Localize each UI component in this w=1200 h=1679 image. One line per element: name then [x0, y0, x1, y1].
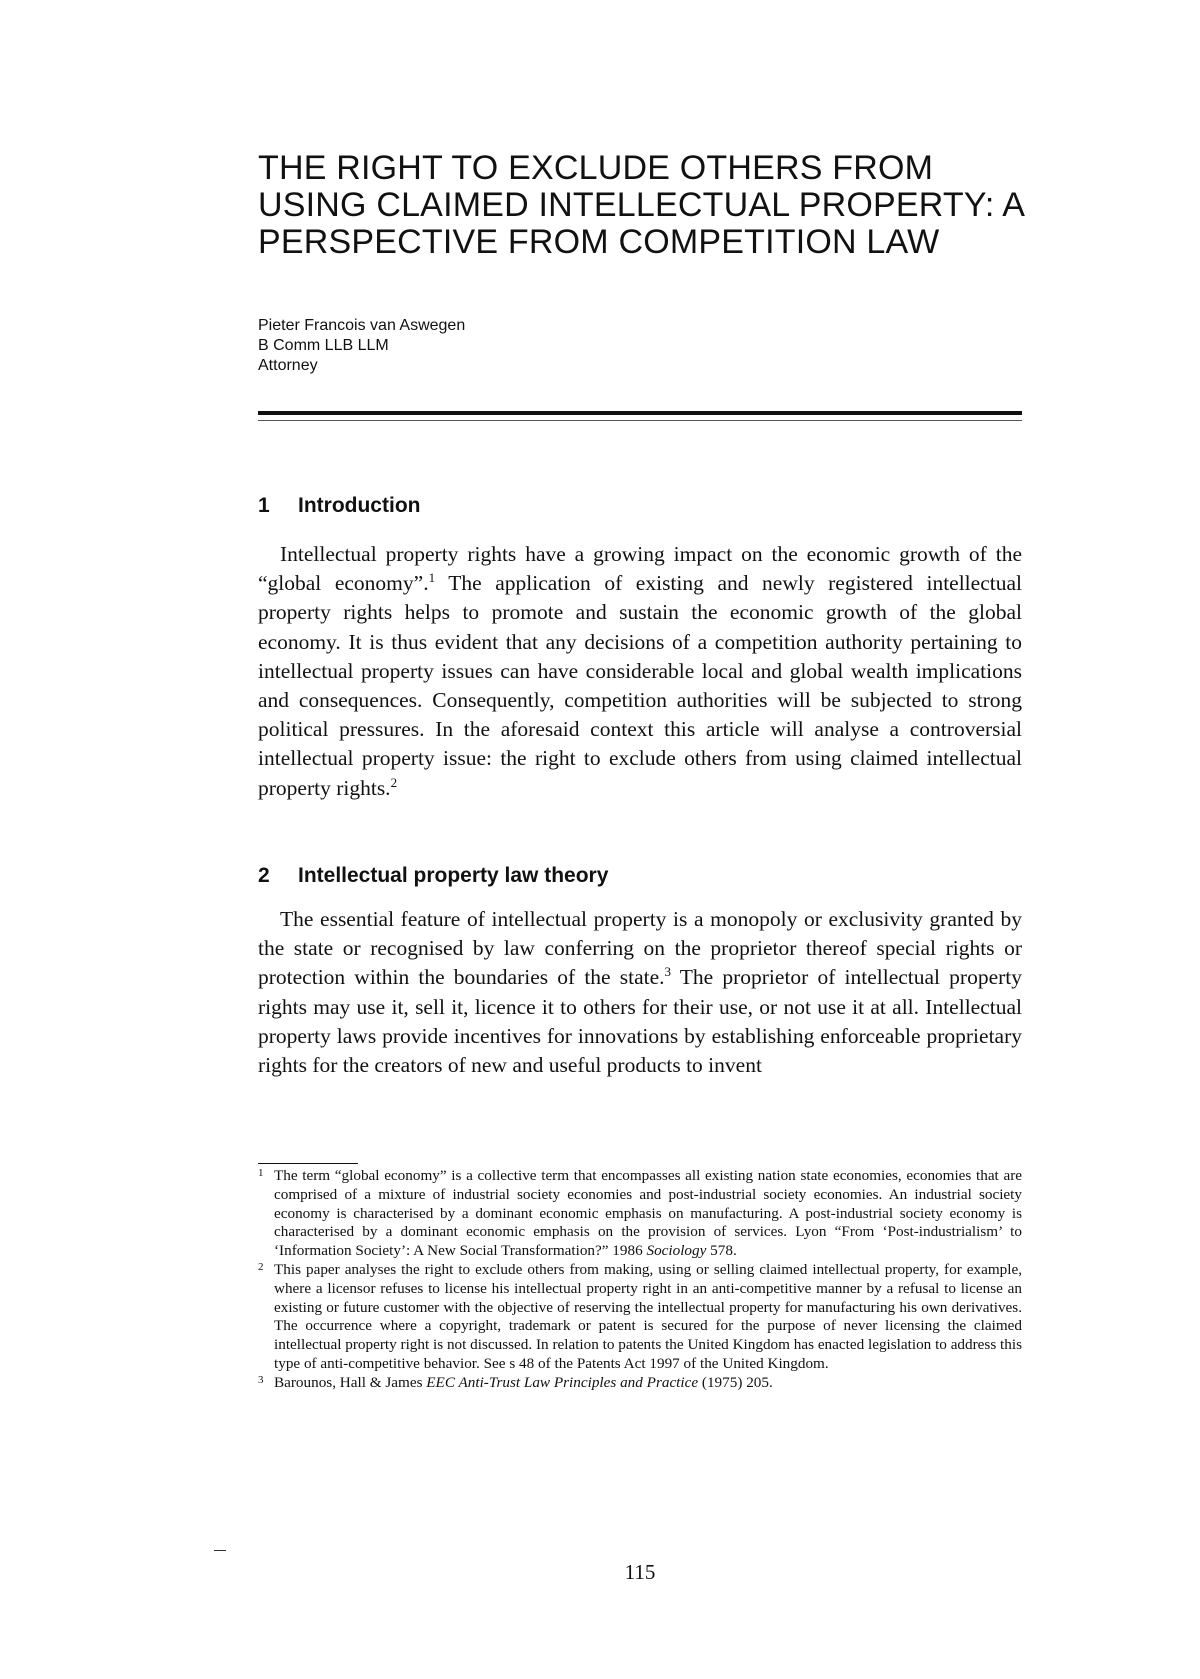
paragraph-text: The proprietor of intellectual property rights may use it, sell it, licence it to others for their use, or not use it at all. Intellectual property laws provide incentives for innovations by establishing enforceable proprietary rights for the creators of new and useful products to invent	[258, 965, 1023, 1078]
title-line-2: USING CLAIMED INTELLECTUAL PROPERTY: A	[258, 186, 1026, 224]
footnotes	[258, 1167, 1022, 1393]
footnote-3	[258, 1374, 1022, 1393]
footnote-citation: (1975) 205.	[698, 1373, 773, 1391]
introduction-paragraph	[258, 540, 1022, 803]
footnote-reference-2[interactable]: 2	[390, 774, 398, 790]
footnote-reference-3[interactable]: 3	[664, 964, 672, 980]
footnote-text: The term “global economy” is a collective term that encompasses all existing nation state economies, economies that are comprised of a mixture of industrial society economies and post-industrial society economies. An industrial society economy is characterised by a dominant economic emphasis on manufacturing. A post-industrial society economy is characterised by a dominant economic emphasis on the provision of services. Lyon “From ‘Post-industrialism’ to ‘Information Society’: A New Social Transformation?” 1986	[274, 1167, 1022, 1260]
author-degrees: B Comm LLB LLM	[258, 337, 389, 354]
footnote-mark: 1	[258, 1167, 264, 1179]
footnote-mark: 2	[258, 1260, 264, 1273]
footnote-reference-1[interactable]: 1	[428, 570, 436, 586]
footnote-separator	[258, 1163, 358, 1164]
paragraph-text: Intellectual property rights have a growing impact on the economic growth of the “global economy”.	[258, 542, 1022, 596]
footnote-citation: 578.	[706, 1242, 737, 1260]
footnote-journal: Sociology	[646, 1242, 707, 1260]
section-number: 1	[258, 494, 270, 517]
title-line-3: PERSPECTIVE FROM COMPETITION LAW	[258, 223, 940, 261]
ip-law-theory-paragraph	[258, 905, 1022, 1080]
title-line-1: THE RIGHT TO EXCLUDE OTHERS FROM	[258, 149, 934, 187]
article-title	[258, 150, 1058, 261]
author-role: Attorney	[258, 357, 318, 374]
author-name: Pieter Francois van Aswegen	[258, 317, 466, 334]
page-number: 115	[624, 1560, 656, 1584]
section-heading-introduction	[258, 493, 420, 519]
paragraph-text: The essential feature of intellectual property is a monopoly or exclusivity granted by the state or recognised by law conferring on the proprietor thereof special rights or protection within the boundaries of the state.	[258, 907, 1022, 990]
footnote-1	[258, 1167, 1022, 1261]
section-title: Introduction	[298, 494, 421, 517]
footnote-mark: 3	[258, 1373, 264, 1386]
title-divider-thin	[258, 420, 1022, 421]
footnote-text: Barounos, Hall & James	[274, 1373, 427, 1391]
paragraph-text: The application of existing and newly registered intellectual property rights helps to promote and sustain the economic growth of the global economy. It is thus evident that any decisions of a competition authority pertaining to intellectual property issues can have considerable local and global wealth implications and consequences. Consequently, competition authorities will be subjected to strong political pressures. In the aforesaid context this article will analyse a controversial intellectual property issue: the right to exclude others from using claimed intellectual property rights.	[258, 571, 1022, 800]
title-divider-thick	[258, 411, 1022, 415]
footnote-2	[258, 1261, 1022, 1374]
footnote-book-title: EEC Anti-Trust Law Principles and Practice	[426, 1373, 699, 1391]
section-title: Intellectual property law theory	[298, 864, 609, 887]
margin-mark	[214, 1550, 226, 1551]
footnote-text: This paper analyses the right to exclude others from making, using or selling claimed intellectual property, for example, where a licensor refuses to license his intellectual property right in an anti-competitive manner by a refusal to license an existing or future customer with the objective of reserving the intellectual property for manufacturing his own derivatives. The occurrence where a copyright, trademark or patent is secured for the purpose of never licensing the claimed intellectual property right is not discussed. In relation to patents the United Kingdom has enacted legislation to address this type of anti-competitive behavior. See s 48 of the Patents Act 1997 of the United Kingdom.	[274, 1260, 1022, 1372]
section-number: 2	[258, 864, 270, 887]
section-heading-ip-law-theory	[258, 863, 608, 889]
author-block	[258, 316, 465, 376]
